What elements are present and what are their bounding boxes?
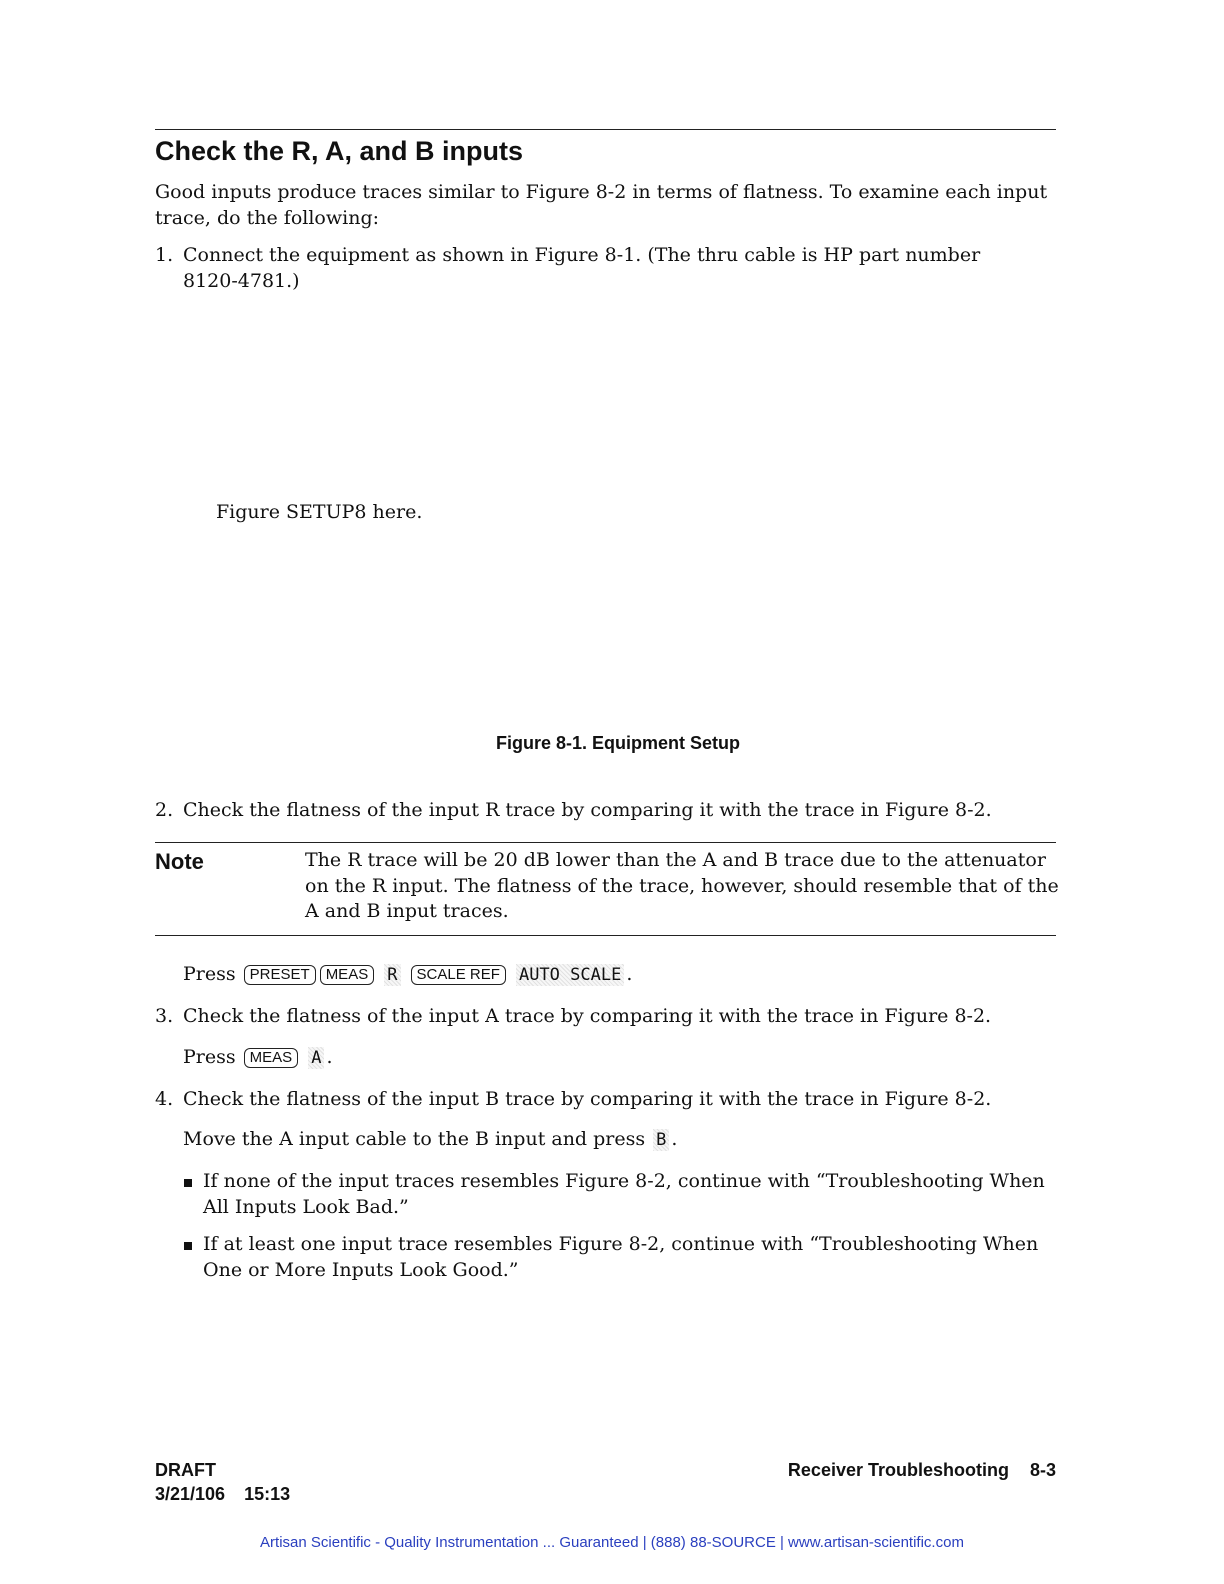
step-1-line-2: 8120-4781.)	[183, 270, 300, 292]
step-2-number: 2.	[155, 799, 174, 821]
footer-draft: DRAFT	[155, 1460, 216, 1480]
bullet-icon	[184, 1179, 192, 1187]
step-3-text: Check the flatness of the input A trace by comparing it with the trace in Figure 8-2.	[183, 1005, 992, 1027]
intro-line-2: trace, do the following:	[155, 207, 380, 229]
meas-key: MEAS	[244, 1048, 299, 1068]
softkey-r: R	[384, 964, 400, 986]
period: .	[326, 1046, 333, 1068]
artisan-link[interactable]: Artisan Scientific - Quality Instrumentation ... Guaranteed | (888) 88-SOURCE | www.artisan-scientific.com	[260, 1534, 964, 1551]
footer-chapter	[788, 1459, 1056, 1481]
note-line-1: The R trace will be 20 dB lower than the A and B trace due to the attenuator	[305, 849, 1046, 871]
step-4-number: 4.	[155, 1088, 174, 1110]
period: .	[626, 963, 633, 985]
bullet-2-line-1: If at least one input trace resembles Figure 8-2, continue with “Troubleshooting When	[203, 1233, 1039, 1255]
press-line-1	[183, 961, 632, 987]
step-1-number: 1.	[155, 244, 174, 266]
softkey-a: A	[308, 1047, 324, 1069]
softkey-auto-scale: AUTO SCALE	[516, 964, 624, 986]
bullet-1-line-1: If none of the input traces resembles Figure 8-2, continue with “Troubleshooting When	[203, 1170, 1045, 1192]
press-label: Press	[183, 963, 236, 985]
footer-link-wrap	[0, 1533, 1224, 1553]
step-3-number: 3.	[155, 1005, 174, 1027]
note-top-rule	[155, 842, 1056, 843]
footer-date: 3/21/106	[155, 1484, 226, 1504]
bullet-1-line-2: All Inputs Look Bad.”	[203, 1196, 409, 1218]
step-4-text: Check the flatness of the input B trace by comparing it with the trace in Figure 8-2.	[183, 1088, 992, 1110]
note-line-2: on the R input. The flatness of the trace, however, should resemble that of the	[305, 875, 1059, 897]
note-label: Note	[155, 849, 204, 874]
press-label: Press	[183, 1046, 236, 1068]
scale-ref-key: SCALE REF	[411, 965, 506, 985]
footer-date-time	[155, 1483, 290, 1505]
move-text: Move the A input cable to the B input and press	[183, 1128, 646, 1150]
footer-page-number: 8-3	[1029, 1460, 1056, 1480]
preset-key: PRESET	[244, 965, 316, 985]
footer-time: 15:13	[244, 1484, 291, 1504]
step-1-line-1: Connect the equipment as shown in Figure 8-1. (The thru cable is HP part number	[183, 244, 981, 266]
section-title: Check the R, A, and B inputs	[155, 136, 524, 166]
meas-key: MEAS	[320, 965, 375, 985]
softkey-b: B	[653, 1129, 669, 1151]
footer-chapter-title: Receiver Troubleshooting	[787, 1460, 1009, 1480]
title-rule	[155, 129, 1056, 130]
bullet-2-line-2: One or More Inputs Look Good.”	[203, 1259, 519, 1281]
note-line-3: A and B input traces.	[305, 900, 509, 922]
figure-caption: Figure 8-1. Equipment Setup	[495, 733, 741, 753]
note-bottom-rule	[155, 935, 1056, 936]
step-2-text: Check the flatness of the input R trace by comparing it with the trace in Figure 8-2.	[183, 799, 992, 821]
bullet-icon	[184, 1242, 192, 1250]
period: .	[671, 1128, 678, 1150]
figure-placeholder: Figure SETUP8 here.	[216, 501, 423, 523]
move-line	[183, 1126, 677, 1152]
press-line-2	[183, 1044, 333, 1070]
intro-line-1: Good inputs produce traces similar to Figure 8-2 in terms of flatness. To examine each input	[155, 181, 1048, 203]
